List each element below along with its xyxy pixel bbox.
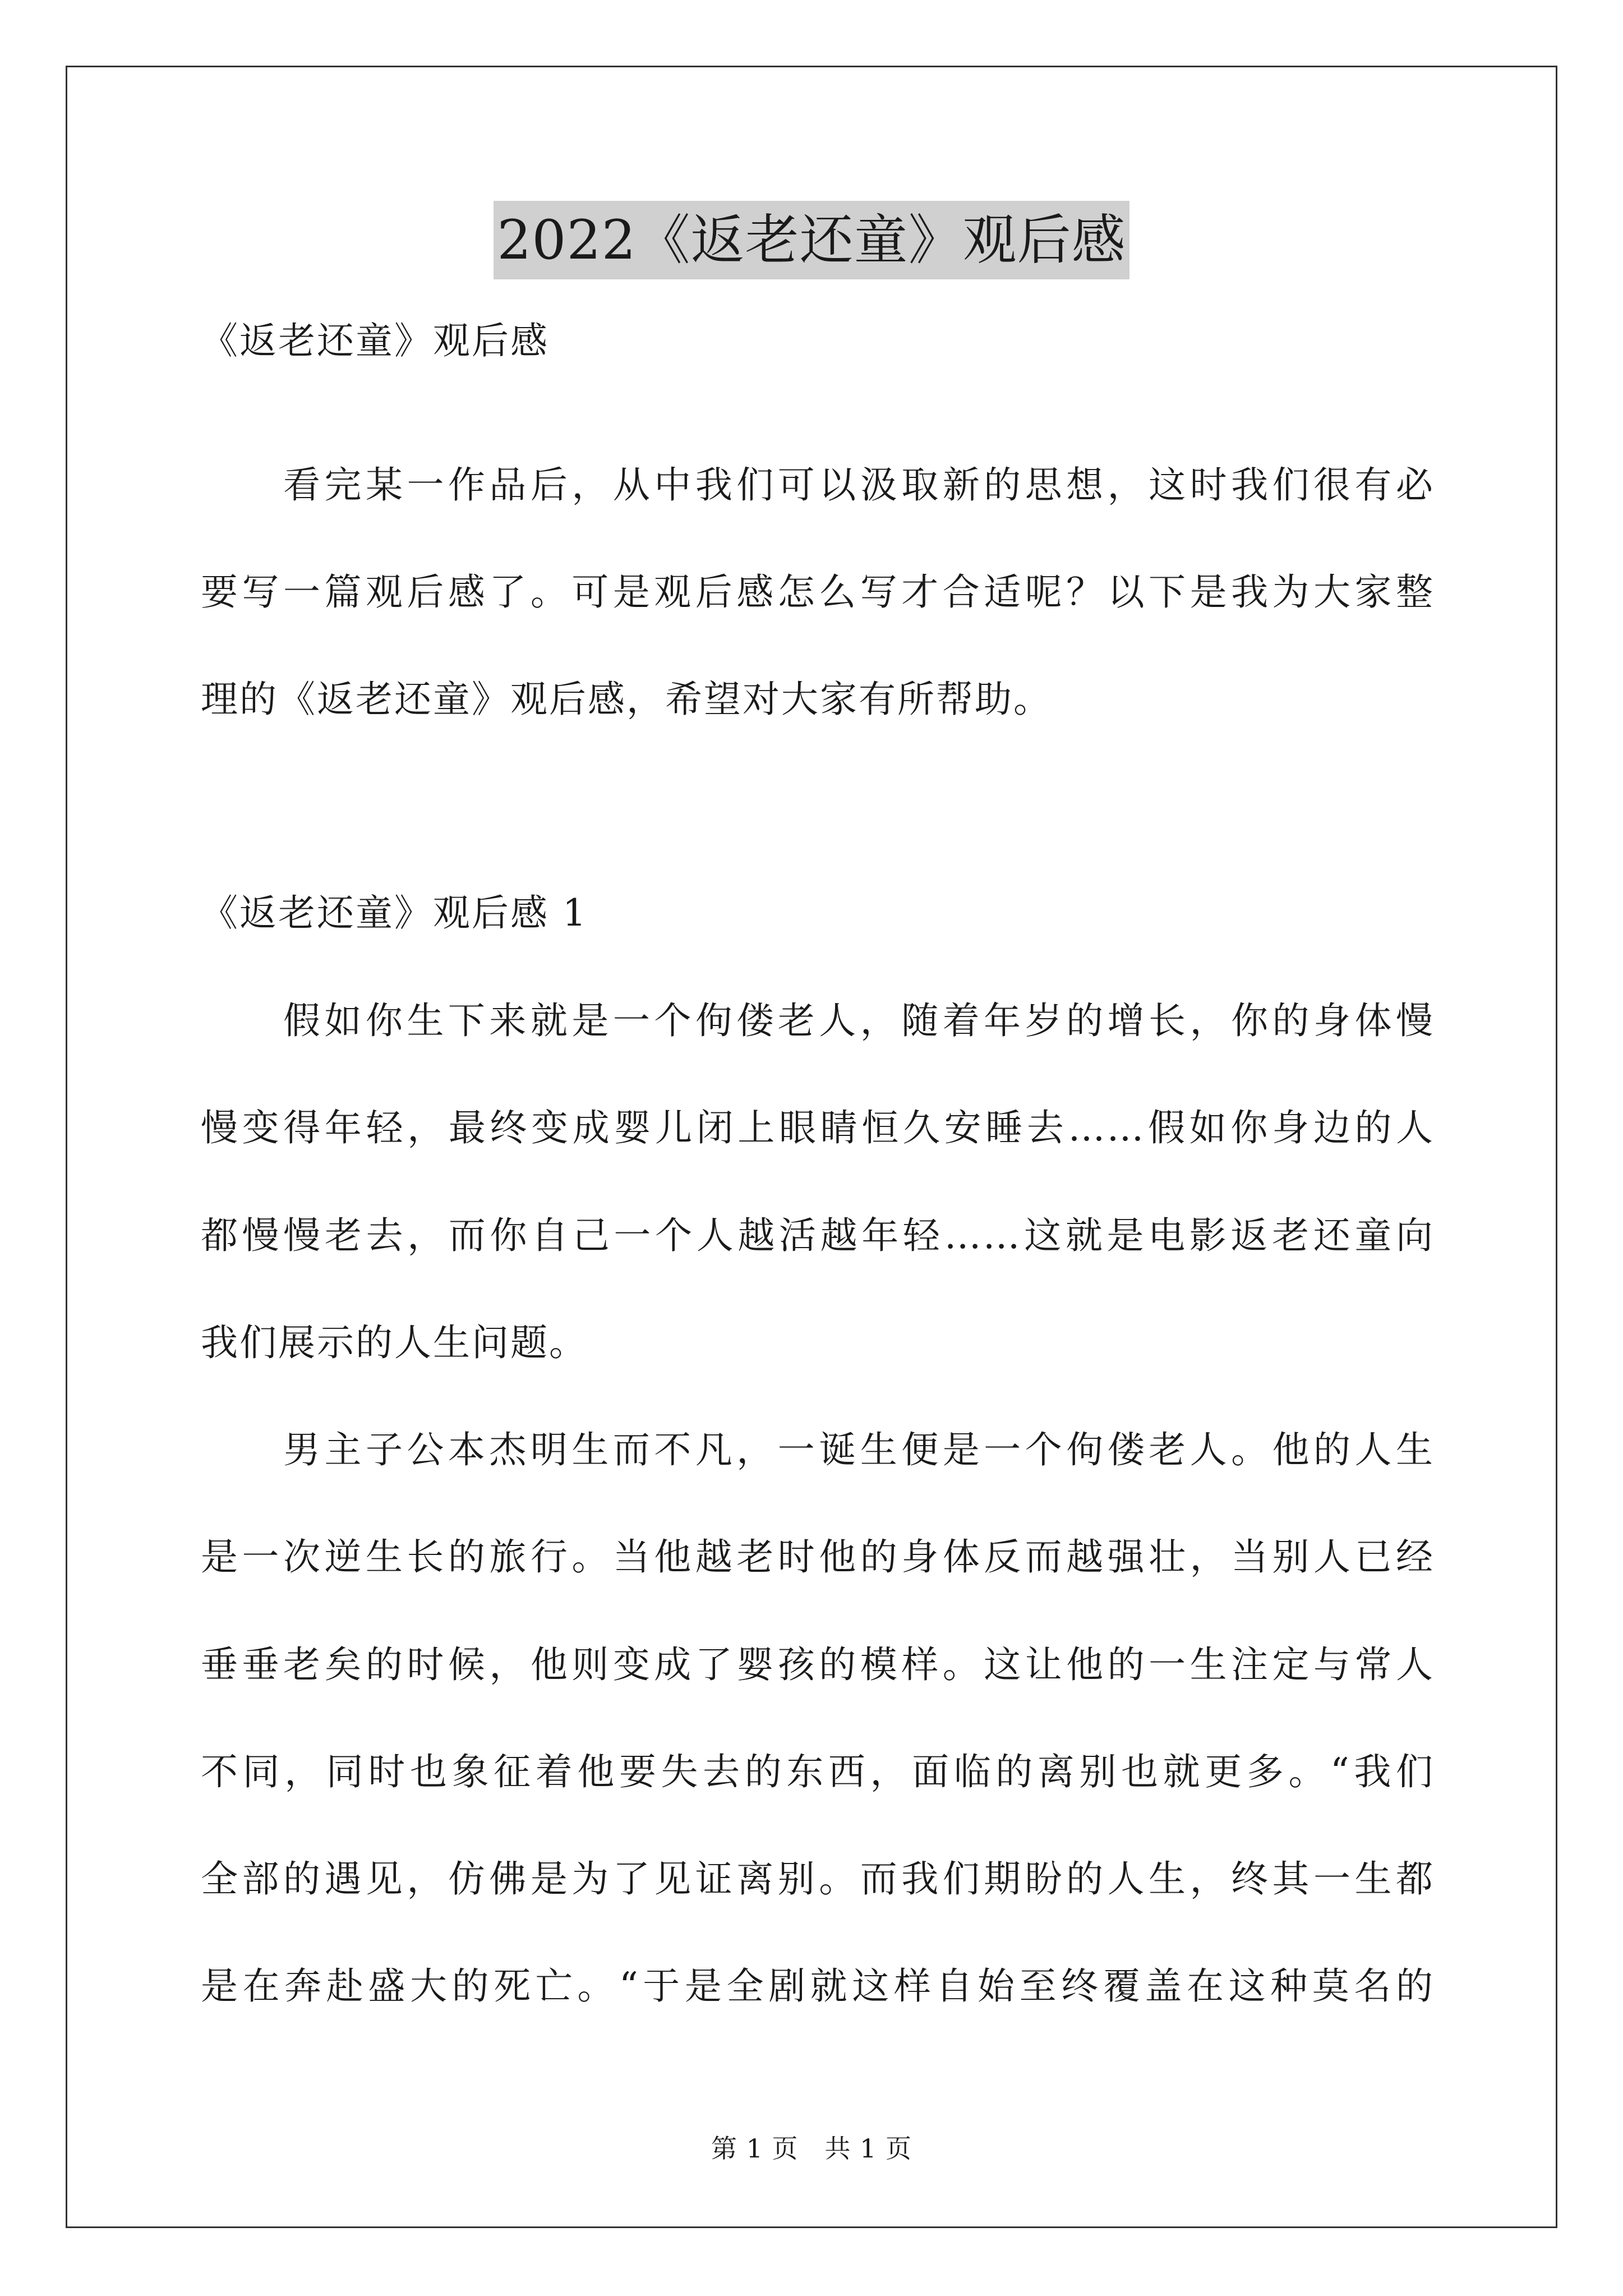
title-container [0, 201, 1623, 279]
paragraph-line: 垂垂老矣的时候，他则变成了婴孩的模样。这让他的一生注定与常人 [201, 1643, 1435, 1686]
paragraph-line: 要写一篇观后感了。可是观后感怎么写才合适呢？以下是我为大家整 [201, 570, 1435, 614]
subheading-part-1: 《返老还童》观后感 1 [201, 891, 588, 935]
paragraph-line: 男主子公本杰明生而不凡，一诞生便是一个佝偻老人。他的人生 [283, 1428, 1435, 1471]
paragraph-line: 看完某一作品后，从中我们可以汲取新的思想，这时我们很有必 [283, 463, 1435, 507]
paragraph-line: 不同，同时也象征着他要失去的东西，面临的离别也就更多。“我们 [201, 1750, 1435, 1793]
paragraph-line: 假如你生下来就是一个佝偻老人，随着年岁的增长，你的身体慢 [283, 999, 1435, 1042]
page-number-footer: 第 1 页 共 1 页 [711, 2133, 912, 2164]
paragraph-line: 全部的遇见，仿佛是为了见证离别。而我们期盼的人生，终其一生都 [201, 1857, 1435, 1901]
subheading-intro: 《返老还童》观后感 [201, 319, 549, 362]
paragraph-line: 都慢慢老去，而你自己一个人越活越年轻……这就是电影返老还童向 [201, 1214, 1435, 1257]
paragraph-line: 是一次逆生长的旅行。当他越老时他的身体反而越强壮，当别人已经 [201, 1535, 1435, 1579]
paragraph-line: 慢变得年轻，最终变成婴儿闭上眼睛恒久安睡去……假如你身边的人 [201, 1106, 1435, 1149]
document-title: 2022《返老还童》观后感 [494, 201, 1129, 279]
paragraph-line: 我们展示的人生问题。 [201, 1321, 588, 1364]
paragraph-line: 是在奔赴盛大的死亡。“于是全剧就这样自始至终覆盖在这种莫名的 [201, 1964, 1435, 2008]
paragraph-line: 理的《返老还童》观后感，希望对大家有所帮助。 [201, 678, 1052, 721]
